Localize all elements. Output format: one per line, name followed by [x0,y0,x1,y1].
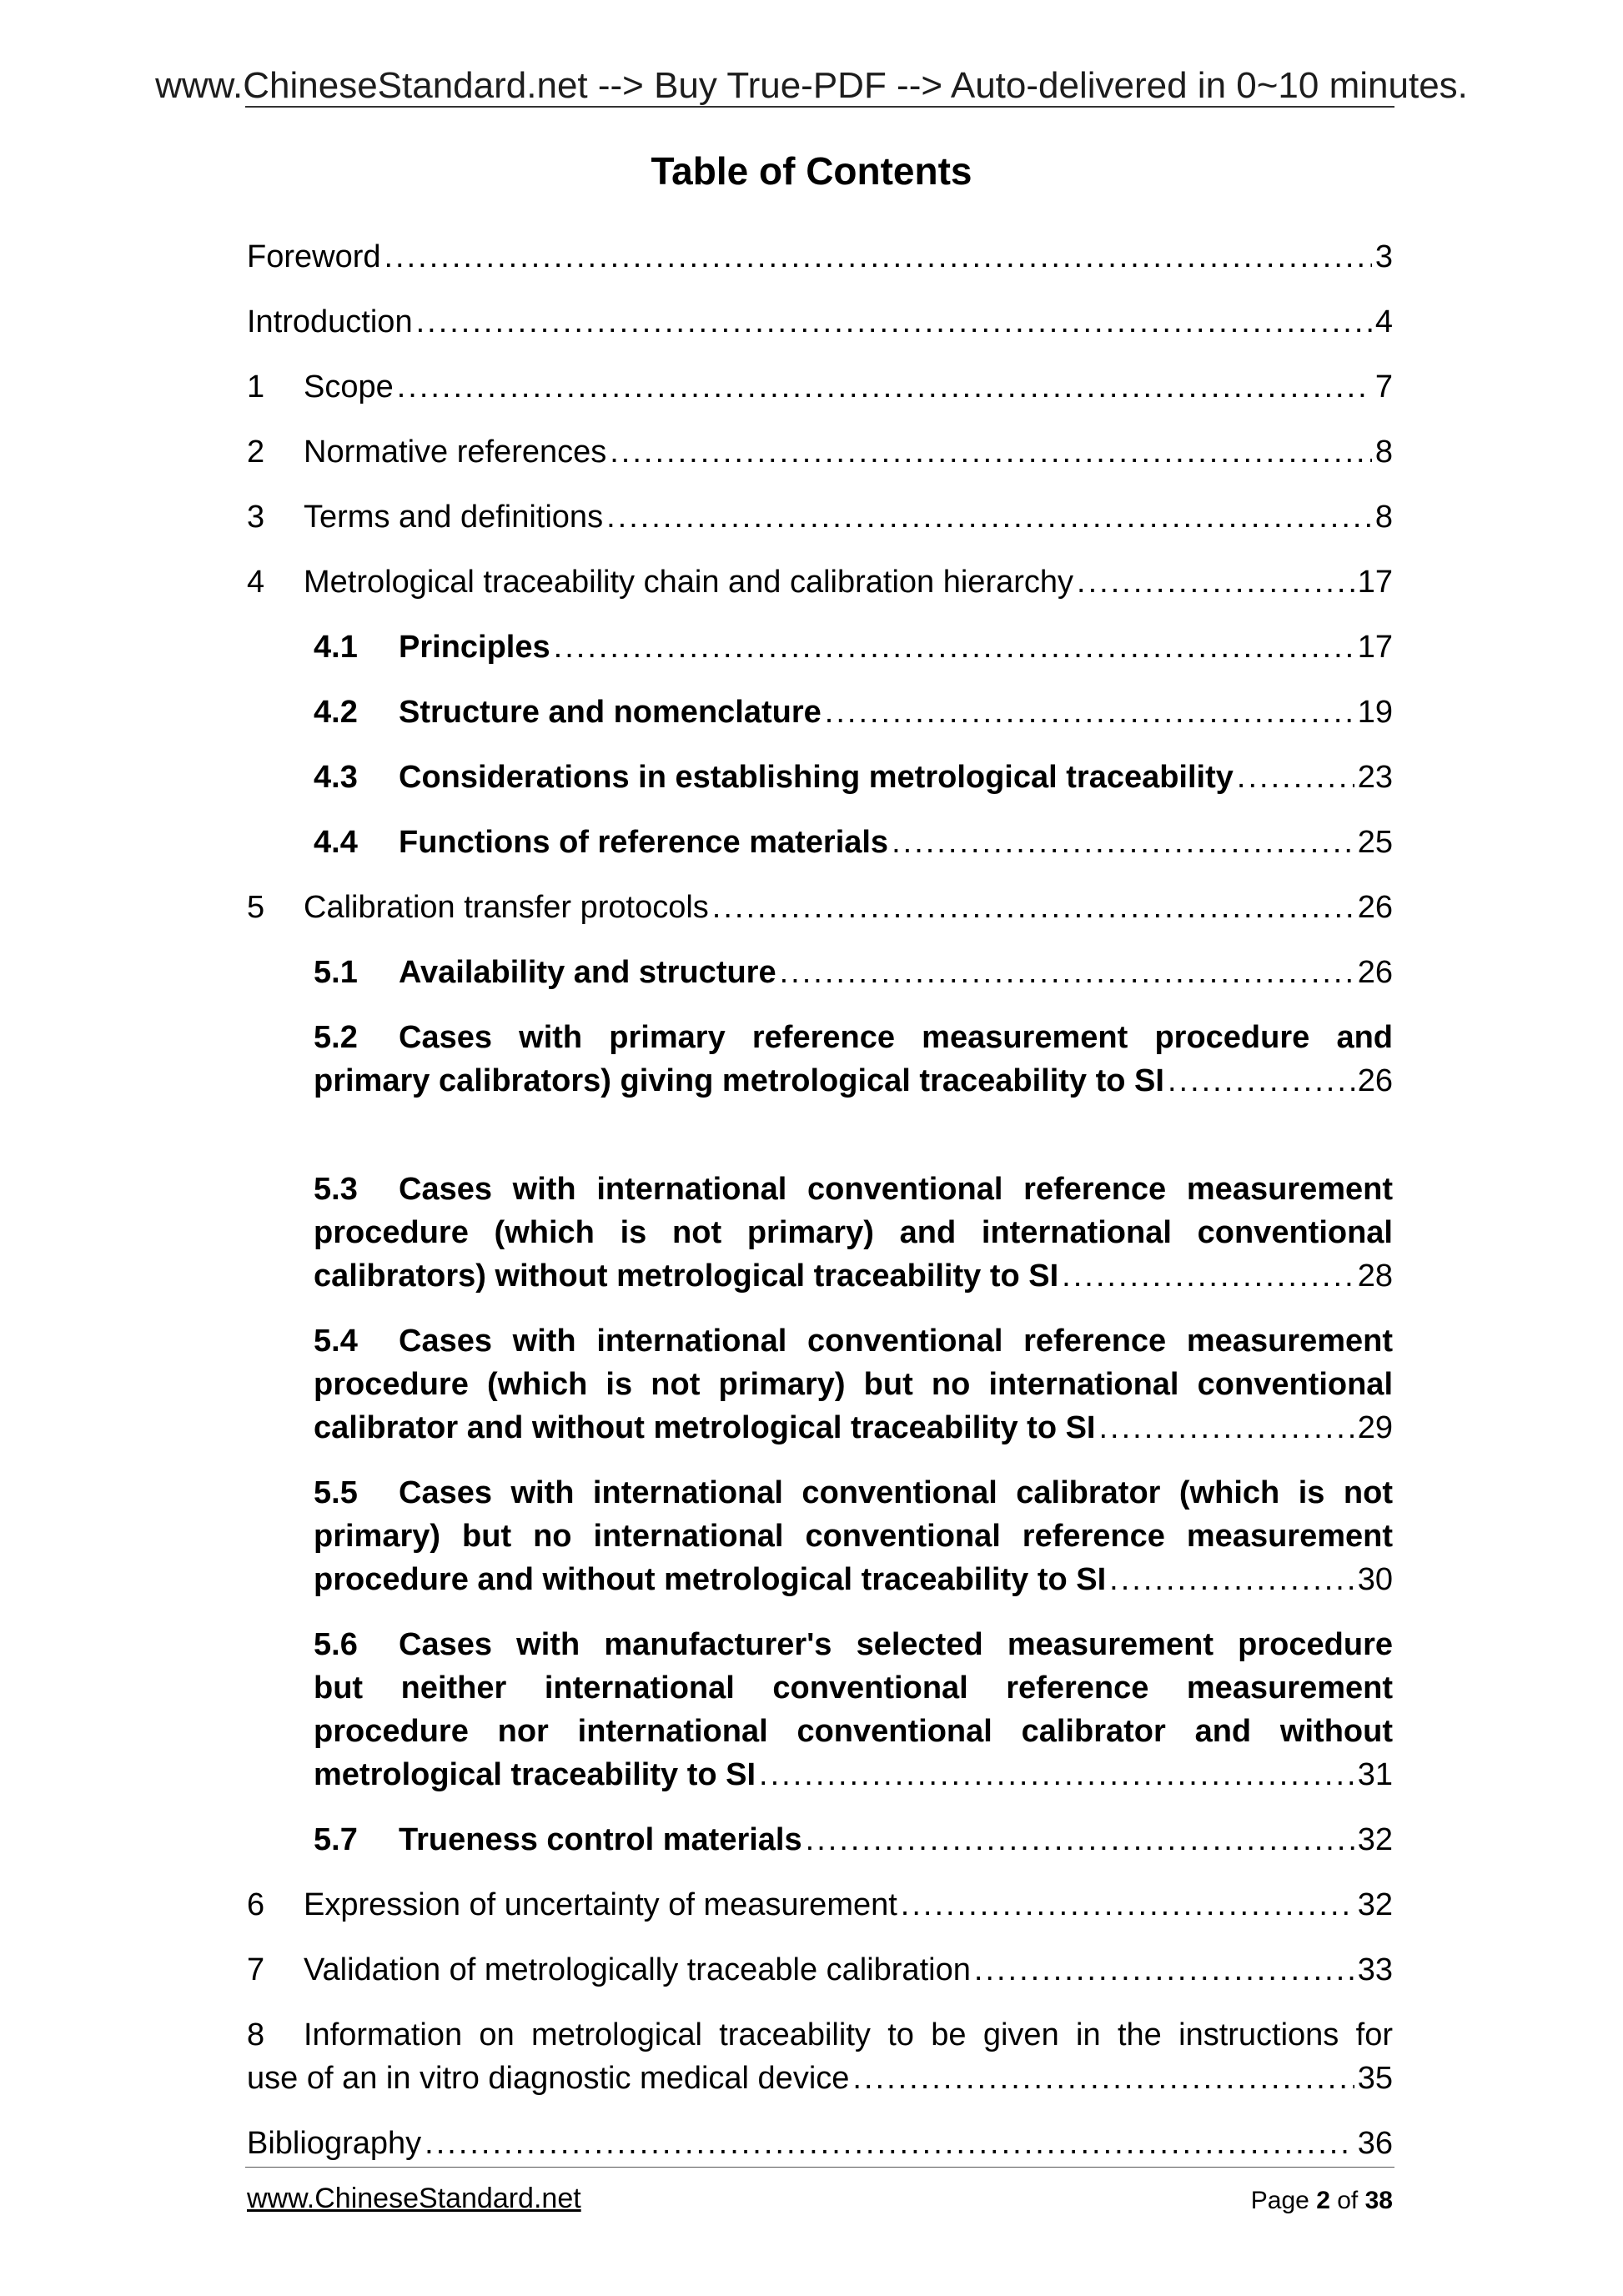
page-current: 2 [1316,2187,1330,2214]
toc-entry-title: Terms and definitions [304,500,604,535]
toc-entry[interactable] [247,300,1393,344]
toc-entry-title: calibrator and without metrological traceability to SI [314,1410,1096,1445]
toc-entry[interactable] [247,2013,1393,2100]
toc-entry-number: 5.3 [314,1172,358,1207]
toc-entry-page: 17 [1357,565,1393,600]
toc-entry-title: calibrators) without metrological traceability to SI [314,1259,1059,1294]
toc-leader-dots [806,1818,1354,1861]
toc-entry-line [314,1710,1393,1753]
toc-entry-title: Expression of uncertainty of measurement [304,1887,897,1922]
toc-entry-number: 4.3 [314,760,358,795]
toc-entry-title: Availability and structure [399,955,776,990]
toc-entry-number: 5.4 [314,1324,358,1359]
toc-leader-dots [1099,1406,1354,1449]
toc-entry-title: Introduction [247,304,413,339]
toc-entry-line [314,1319,1393,1363]
toc-entry-title: but neither international conventional reference measurement [314,1671,1393,1706]
toc-entry-line [314,1363,1393,1406]
toc-leader-dots [554,625,1354,669]
toc-entry-number: 3 [247,500,265,535]
toc-entry-line [314,1666,1393,1710]
toc-entry-title: Cases with international conventional calibrator (which is not [399,1475,1393,1510]
toc-entry-title: Validation of metrologically traceable calibration [304,1952,971,1987]
toc-entry-line [314,1016,1393,1059]
toc-entry-page: 36 [1357,2126,1393,2161]
toc-entry-line [247,2013,1393,2057]
toc-leader-dots [606,495,1372,539]
toc-entry[interactable] [247,495,1393,539]
toc-entry[interactable] [247,560,1393,604]
toc-entry[interactable] [247,1818,1393,1861]
toc-entry-page: 3 [1374,239,1393,274]
toc-entry-title: Trueness control materials [399,1822,802,1857]
toc-leader-dots [712,886,1354,929]
toc-entry-page: 26 [1357,955,1393,990]
toc-leader-dots [1062,1254,1354,1298]
toc-entry-page: 33 [1357,1952,1393,1987]
page-total: 38 [1364,2187,1393,2214]
toc-entry-line [314,1623,1393,1666]
toc-entry-title: Cases with primary reference measurement procedure and [399,1020,1393,1055]
toc-entry-title: Calibration transfer protocols [304,890,709,925]
toc-entry-page: 19 [1357,695,1393,730]
toc-entry-title: use of an in vitro diagnostic medical device [247,2061,850,2096]
toc-leader-dots [1168,1059,1354,1103]
toc-entry-page: 28 [1357,1259,1393,1294]
toc-entry[interactable] [247,365,1393,409]
toc-entry-title: Structure and nomenclature [399,695,822,730]
purchase-banner[interactable]: www.ChineseStandard.net --> Buy True-PDF --> Auto-delivered in 0~10 minutes. [155,65,1468,106]
toc-entry[interactable] [247,1016,1393,1103]
toc-entry[interactable] [247,821,1393,864]
toc-entry-page: 26 [1357,890,1393,925]
toc-entry-title: procedure (which is not primary) but no international conventional [314,1367,1393,1402]
toc-leader-dots [425,2122,1354,2165]
page-label: Page [1250,2187,1309,2214]
toc-entry-title: procedure and without metrological traceability to SI [314,1562,1107,1597]
toc-entry-title: Principles [399,630,550,665]
toc-entry-title: primary calibrators) giving metrological traceability to SI [314,1063,1164,1098]
page-of: of [1337,2187,1359,2214]
page-number [1251,2187,1393,2215]
toc-entry-number: 6 [247,1887,265,1922]
toc-entry-line [314,1211,1393,1254]
toc-entry-page: 29 [1357,1410,1393,1445]
toc-entry-number: 4.4 [314,825,358,860]
toc-entry[interactable] [247,886,1393,929]
toc-entry-number: 5 [247,890,265,925]
toc-entry-number: 4.1 [314,630,358,665]
toc-entry-title: procedure (which is not primary) and international conventional [314,1215,1393,1250]
toc-entry[interactable] [247,2122,1393,2165]
toc-entry-title: Normative references [304,435,607,470]
toc-entry[interactable] [247,756,1393,799]
toc-entry-number: 4.2 [314,695,358,730]
footer-site-link[interactable]: www.ChineseStandard.net [247,2183,581,2214]
toc-entry[interactable] [247,691,1393,734]
toc-leader-dots [384,235,1372,279]
toc-entry-page: 30 [1357,1562,1393,1597]
toc-leader-dots [397,365,1372,409]
toc-entry-line [314,1515,1393,1558]
toc-entry[interactable] [247,1883,1393,1927]
toc-entry[interactable] [247,1948,1393,1992]
toc-entry[interactable] [247,1623,1393,1796]
toc-entry-title: Information on metrological traceability to be given in the instructions for [304,2017,1393,2052]
toc-entry-number: 5.6 [314,1627,358,1662]
toc-entry-line [314,1471,1393,1515]
toc-leader-dots [901,1883,1354,1927]
toc-entry-page: 35 [1357,2061,1393,2096]
toc-entry-number: 5.1 [314,955,358,990]
toc-entry[interactable] [247,235,1393,279]
toc-entry-page: 32 [1357,1822,1393,1857]
footer-rule [245,2167,1394,2168]
toc-entry-title: Scope [304,369,394,404]
toc-leader-dots [1237,756,1354,799]
toc-entry[interactable] [247,1471,1393,1601]
toc-entry-page: 26 [1357,1063,1393,1098]
toc-entry-title: Cases with international conventional reference measurement [399,1324,1393,1359]
toc-entry-number: 8 [247,2017,265,2052]
toc-entry-title: primary) but no international conventional reference measurement [314,1519,1393,1554]
toc-entry-page: 17 [1357,630,1393,665]
toc-entry[interactable] [247,625,1393,669]
toc-entry-title: Functions of reference materials [399,825,889,860]
toc-leader-dots [780,951,1354,994]
toc-entry-number: 7 [247,1952,265,1987]
toc-entry[interactable] [247,1168,1393,1298]
toc-entry-title: Bibliography [247,2126,422,2161]
toc-entry-number: 5.7 [314,1822,358,1857]
toc-leader-dots [1109,1558,1354,1601]
toc-entry-title: Cases with international conventional reference measurement [399,1172,1393,1207]
page-title: Table of Contents [651,149,972,193]
toc-entry-page: 8 [1374,435,1393,470]
toc-entry-line [314,1168,1393,1211]
toc-entry-page: 31 [1357,1757,1393,1792]
toc-entry-title: procedure nor international conventional calibrator and without [314,1714,1393,1749]
toc-leader-dots [825,691,1354,734]
toc-entry-title: Foreword [247,239,381,274]
toc-entry-title: metrological traceability to SI [314,1757,756,1792]
toc-entry-title: Considerations in establishing metrological traceability [399,760,1234,795]
toc-entry-page: 23 [1357,760,1393,795]
toc-entry[interactable] [247,951,1393,994]
toc-leader-dots [1077,560,1354,604]
toc-entry-number: 5.5 [314,1475,358,1510]
toc-entry-number: 4 [247,565,265,600]
toc-entry-page: 25 [1357,825,1393,860]
toc-entry-title: Metrological traceability chain and calibration hierarchy [304,565,1074,600]
header-rule [245,106,1394,108]
toc-entry-page: 8 [1374,500,1393,535]
toc-entry-page: 7 [1374,369,1393,404]
toc-entry-number: 1 [247,369,265,404]
toc-leader-dots [610,430,1372,474]
toc-entry[interactable] [247,430,1393,474]
toc-leader-dots [852,2057,1354,2100]
toc-entry-number: 5.2 [314,1020,358,1055]
toc-leader-dots [759,1753,1354,1796]
toc-entry-page: 32 [1357,1887,1393,1922]
toc-leader-dots [974,1948,1354,1992]
toc-leader-dots [416,300,1372,344]
toc-entry-title: Cases with manufacturer's selected measurement procedure [399,1627,1393,1662]
toc-leader-dots [892,821,1354,864]
toc-entry-number: 2 [247,435,265,470]
toc-entry-page: 4 [1374,304,1393,339]
toc-entry[interactable] [247,1319,1393,1449]
